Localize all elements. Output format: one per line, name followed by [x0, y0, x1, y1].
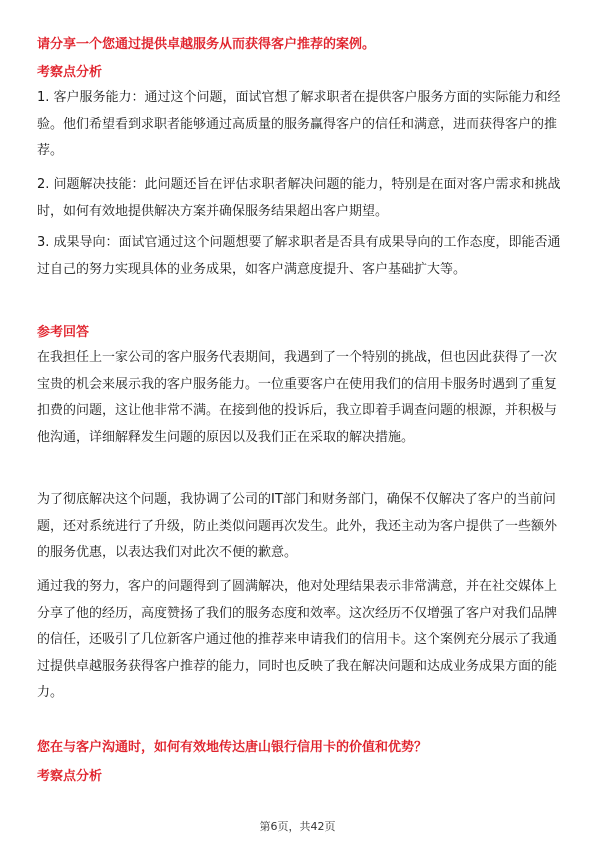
question-title: 请分享一个您通过提供卓越服务从而获得客户推荐的案例。 [37, 37, 376, 52]
answer-paragraph-3: 通过我的努力，客户的问题得到了圆满解决，他对处理结果表示非常满意，并在社交媒体上分享了他的经历，高度赞扬了我们的服务态度和效率。这次经历不仅增强了客户对我们品牌的信任，还吸引了几位新客户通过他的推荐来申请我们的信用卡。这个案例充分展示了我通过提供卓越服务获得客户推荐的能力，同时也反映了我在解决问题和达成业务成果方面的能力。 [37, 579, 558, 700]
analysis-heading: 考察点分析 [37, 65, 103, 80]
answer-paragraph-2: 为了彻底解决这个问题，我协调了公司的IT部门和财务部门，确保不仅解决了客户的当前问题，还对系统进行了升级，防止类似问题再次发生。此外，我还主动为客户提供了一些额外的服务优惠，以表达我们对此次不便的歉意。 [37, 492, 558, 560]
answer-heading: 参考回答 [37, 325, 90, 340]
analysis-heading-2: 考察点分析 [37, 769, 103, 784]
answer-paragraph-1: 在我担任上一家公司的客户服务代表期间，我遇到了一个特别的挑战，但也因此获得了一次宝贵的机会来展示我的客户服务能力。一位重要客户在使用我们的信用卡服务时遇到了重复扣费的问题，这让他非常不满。在接到他的投诉后，我立即着手调查问题的根源，并积极与他沟通，详细解释发生问题的原因以及我们正在采取的解决措施。 [37, 350, 558, 445]
analysis-point-1: 1. 客户服务能力：通过这个问题，面试官想了解求职者在提供客户服务方面的实际能力和经验。他们希望看到求职者能够通过高质量的服务赢得客户的信任和满意，进而获得客户的推荐。 [37, 90, 561, 158]
question-title-2: 您在与客户沟通时，如何有效地传达唐山银行信用卡的价值和优势？ [37, 740, 428, 755]
analysis-point-3: 3. 成果导向：面试官通过这个问题想要了解求职者是否具有成果导向的工作态度，即能否通过自己的努力实现具体的业务成果，如客户满意度提升、客户基础扩大等。 [37, 235, 561, 277]
analysis-point-2: 2. 问题解决技能：此问题还旨在评估求职者解决问题的能力，特别是在面对客户需求和挑战时，如何有效地提供解决方案并确保服务结果超出客户期望。 [37, 177, 561, 219]
page-number: 第6页，共42页 [259, 820, 336, 833]
